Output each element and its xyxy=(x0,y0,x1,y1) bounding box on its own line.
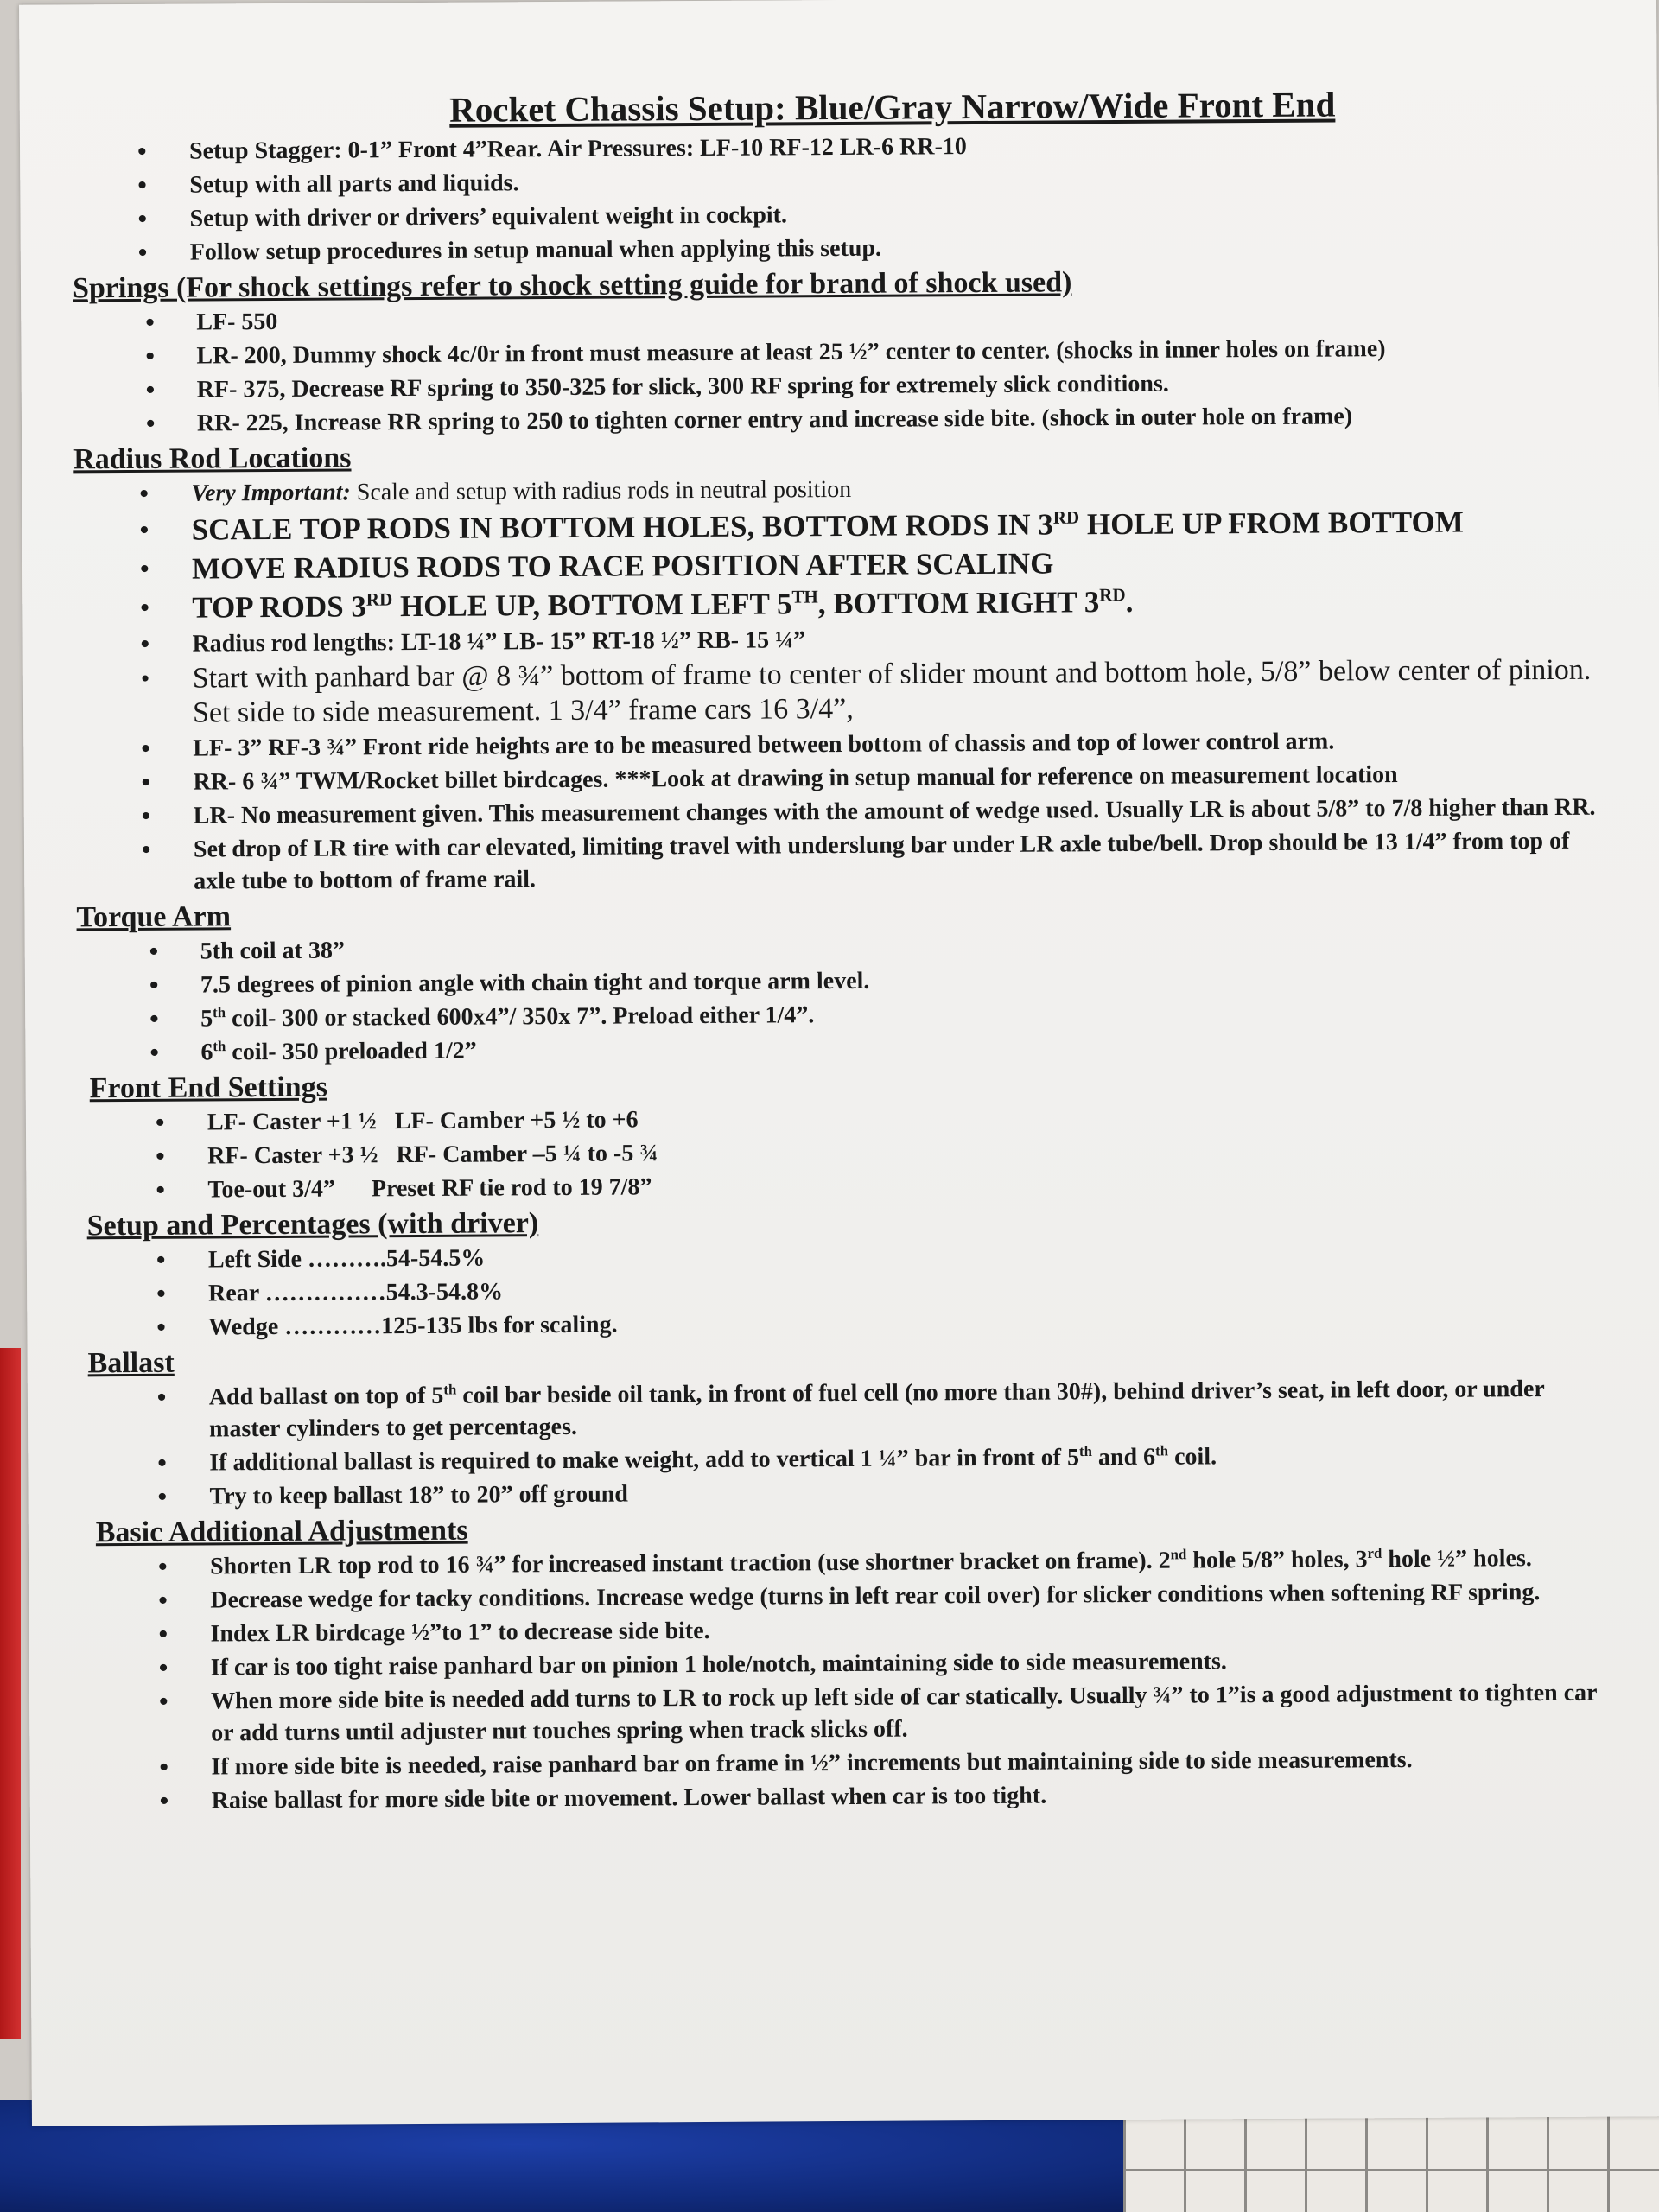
list-item: • If car is too tight raise panhard bar on pinion 1 hole/notch, maintaining side to side measurements. xyxy=(158,1648,1227,1682)
basic-adjustments-heading: Basic Additional Adjustments xyxy=(95,1514,468,1549)
radius-heading: Radius Rod Locations xyxy=(73,442,352,476)
red-binder-edge xyxy=(0,1348,21,2039)
bullet-icon: • xyxy=(139,554,149,583)
bullet-icon: • xyxy=(156,1279,166,1308)
torque-heading: Torque Arm xyxy=(76,900,232,934)
list-item: • Index LR birdcage ½”to 1” to decrease side bite. xyxy=(158,1617,710,1649)
list-item: • Follow setup procedures in setup manual when applying this setup. xyxy=(137,234,882,267)
bullet-icon: • xyxy=(149,970,159,1000)
ballast-heading: Ballast xyxy=(87,1346,175,1380)
list-item: • RF- 375, Decrease RF spring to 350-325 for slick, 300 RF spring for extremely slick conditions. xyxy=(145,370,1169,404)
bullet-icon: • xyxy=(158,1586,168,1615)
ballast-list xyxy=(79,1373,1618,1514)
list-item: • Setup Stagger: 0-1” Front 4”Rear. Air Pressures: LF-10 RF-12 LR-6 RR-10 xyxy=(137,133,967,166)
important-label: Very Important: xyxy=(191,479,351,507)
bullet-icon: • xyxy=(141,835,151,864)
bullet-icon: • xyxy=(158,1687,168,1716)
front-end-list xyxy=(78,1098,1617,1207)
bullet-icon: • xyxy=(158,1653,168,1682)
list-item: • Decrease wedge for tacky conditions. Increase wedge (turns in left rear coil over) for slicker conditions when softening RF spring. xyxy=(158,1579,1541,1615)
percentages-list xyxy=(79,1236,1618,1344)
list-item: • MOVE RADIUS RODS TO RACE POSITION AFTER SCALING xyxy=(74,542,1612,588)
list-item: • LR- No measurement given. This measurement changes with the amount of wedge used. Usually LR is about 5/8” to 7/8 higher than RR. xyxy=(141,793,1596,830)
list-item: • Raise ballast for more side bite or movement. Lower ballast when car is too tight. xyxy=(159,1782,1047,1815)
bullet-icon: • xyxy=(140,664,150,693)
bullet-icon: • xyxy=(139,515,149,544)
list-item: • Left Side ……….54-54.5% xyxy=(156,1244,486,1274)
front-end-heading: Front End Settings xyxy=(89,1071,328,1105)
bullet-icon: • xyxy=(156,1313,166,1342)
list-item: • Very Important: Scale and setup with radius rods in neutral position xyxy=(139,475,852,508)
bullet-icon: • xyxy=(139,479,149,508)
list-item: • Setup with driver or drivers’ equivalent weight in cockpit. xyxy=(137,201,788,233)
list-item: • TOP RODS 3RD HOLE UP, BOTTOM LEFT 5TH, BOTTOM RIGHT 3RD. xyxy=(74,581,1612,627)
document-content xyxy=(72,82,1620,1820)
bullet-icon: • xyxy=(159,1752,169,1782)
list-item: • Shorten LR top rod to 16 ¾” for increased instant traction (use shortner bracket on frame). 2nd hole 5/8” holes, 3rd hole ½” holes. xyxy=(157,1544,1532,1581)
list-item: • 5th coil- 300 or stacked 600x4”/ 350x 7”. Preload either 1/4”. xyxy=(149,1001,815,1033)
document-title: Rocket Chassis Setup: Blue/Gray Narrow/Wide Front End xyxy=(449,84,1336,130)
bullet-icon: • xyxy=(145,375,156,404)
percentages-heading: Setup and Percentages (with driver) xyxy=(86,1207,539,1243)
list-item: • Radius rod lengths: LT-18 ¼” LB- 15” RT-18 ½” RB- 15 ¼” xyxy=(140,626,806,658)
paper-sheet xyxy=(19,0,1659,2126)
bullet-icon: • xyxy=(137,170,147,200)
bullet-icon: • xyxy=(155,1108,165,1137)
radius-list xyxy=(73,469,1614,899)
bullet-icon: • xyxy=(156,1175,166,1205)
bullet-icon: • xyxy=(158,1619,168,1649)
list-item: • Toe-out 3/4” Preset RF tie rod to 19 7/8” xyxy=(156,1173,652,1205)
list-item: • LR- 200, Dummy shock 4c/0r in front must measure at least 25 ½” center to center. (shocks in inner holes on frame) xyxy=(145,335,1386,371)
bullet-icon: • xyxy=(156,1245,166,1274)
floor-tiles xyxy=(1123,2108,1659,2212)
bullet-icon: • xyxy=(156,1141,165,1171)
list-item: • Setup with all parts and liquids. xyxy=(137,169,519,200)
springs-list xyxy=(73,298,1611,441)
list-item: • Wedge …………125-135 lbs for scaling. xyxy=(156,1311,618,1342)
bullet-icon: • xyxy=(156,1382,167,1412)
bullet-icon: • xyxy=(149,1004,159,1033)
list-item: • Set drop of LR tire with car elevated, limiting travel with underslung bar under LR axle tube/bell. Drop should be 13 1/4” from top of axle tube to bottom of frame rail. xyxy=(141,827,1570,895)
bullet-icon: • xyxy=(140,593,149,622)
bullet-icon: • xyxy=(157,1482,168,1511)
list-item: • SCALE TOP RODS IN BOTTOM HOLES, BOTTOM RODS IN 3RD HOLE UP FROM BOTTOM xyxy=(74,503,1612,550)
list-item: • RF- Caster +3 ½ RF- Camber –5 ¼ to -5 ¾ xyxy=(156,1140,658,1171)
list-item: • Rear ……………54.3-54.8% xyxy=(156,1278,504,1308)
bullet-icon: • xyxy=(141,734,150,763)
list-item: • RR- 6 ¾” TWM/Rocket billet birdcages. ***Look at drawing in setup manual for reference on measurement location xyxy=(141,761,1398,797)
list-item: • 6th coil- 350 preloaded 1/2” xyxy=(149,1037,477,1067)
bullet-icon: • xyxy=(145,341,156,371)
intro-list xyxy=(72,127,1611,270)
bullet-icon: • xyxy=(149,937,159,966)
bullet-icon: • xyxy=(137,137,147,166)
torque-list xyxy=(77,927,1616,1070)
bullet-icon: • xyxy=(145,409,156,438)
list-item: • When more side bite is needed add turns to LR to rock up left side of car statically. Usually ¾” to 1”is a good adjustment to tighten car or add turns until adjuster nut touches spring when track slicks off. xyxy=(158,1679,1598,1747)
bullet-icon: • xyxy=(141,767,151,797)
list-item: • Start with panhard bar @ 8 ¾” bottom of frame to center of slider mount and bottom hole, 5/8” below center of pinion. Set side to side measurement. 1 3/4” frame cars 16 3/4”, xyxy=(140,653,1592,729)
bullet-icon: • xyxy=(159,1786,169,1815)
list-item: • RR- 225, Increase RR spring to 250 to tighten corner entry and increase side bite. (shock in outer hole on frame) xyxy=(145,403,1353,438)
list-item: • Add ballast on top of 5th coil bar beside oil tank, in front of fuel cell (no more than 30#), behind driver’s seat, in left door, or under master cylinders to get percentages. xyxy=(156,1376,1545,1443)
basic-adjustments-list xyxy=(80,1542,1620,1818)
bullet-icon: • xyxy=(140,629,150,658)
springs-heading: Springs (For shock settings refer to shock setting guide for brand of shock used) xyxy=(72,266,1072,305)
bullet-icon: • xyxy=(145,308,155,337)
bullet-icon: • xyxy=(157,1552,168,1581)
bullet-icon: • xyxy=(149,1038,160,1067)
list-item: • If more side bite is needed, raise panhard bar on frame in ½” increments but maintaining side to side measurements. xyxy=(159,1745,1413,1782)
list-item: • Try to keep ballast 18” to 20” off ground xyxy=(157,1480,628,1511)
bullet-icon: • xyxy=(137,238,148,267)
list-item: • If additional ballast is required to make weight, add to vertical 1 ¼” bar in front of 5th and 6th coil. xyxy=(157,1442,1217,1478)
list-item: • 7.5 degrees of pinion angle with chain tight and torque arm level. xyxy=(149,967,870,1000)
bullet-icon: • xyxy=(137,204,148,233)
list-item: • LF- 550 xyxy=(145,308,278,337)
list-item: • LF- 3” RF-3 ¾” Front ride heights are to be measured between bottom of chassis and top of lower control arm. xyxy=(141,728,1335,763)
bullet-icon: • xyxy=(157,1448,167,1478)
list-item: • 5th coil at 38” xyxy=(149,937,346,966)
bullet-icon: • xyxy=(141,801,151,830)
list-item: • LF- Caster +1 ½ LF- Camber +5 ½ to +6 xyxy=(155,1106,639,1137)
